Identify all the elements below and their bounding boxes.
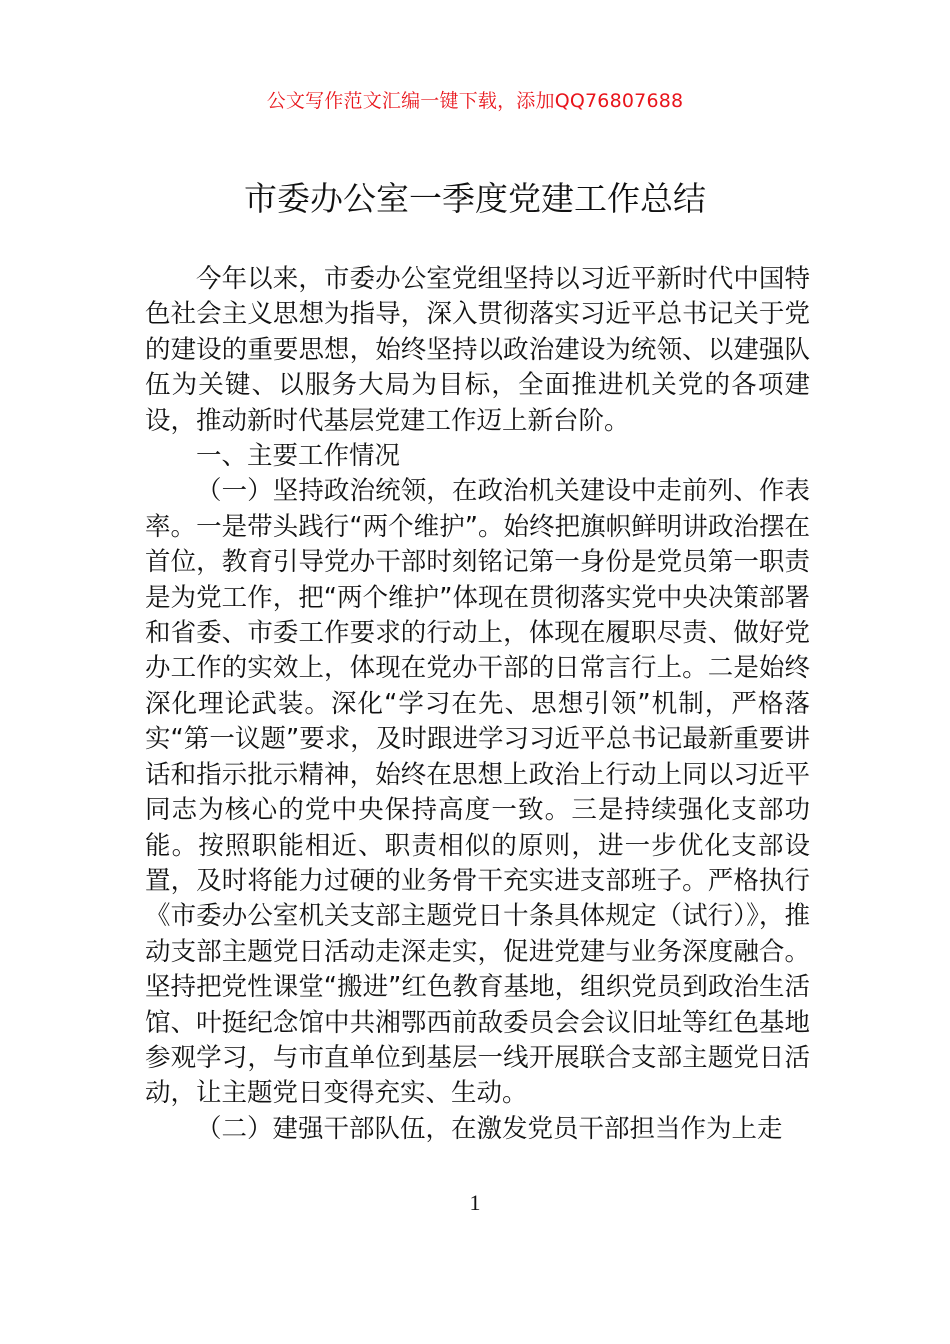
section-heading-main-work: 一、主要工作情况	[196, 441, 401, 472]
paragraph-intro: 今年以来，市委办公室党组坚持以习近平新时代中国特色社会主义思想为指导，深入贯彻落实习近平总书记关于党的建设的重要思想，始终坚持以政治建设为统领、以建强队伍为关键、以服务大局为目标，全面推进机关党的各项建设，推动新时代基层党建工作迈上新台阶。	[145, 264, 810, 436]
download-notice: 公文写作范文汇编一键下载，添加QQ76807688	[266, 90, 684, 112]
document-title: 市委办公室一季度党建工作总结	[244, 179, 706, 218]
page-number: 1	[469, 1190, 481, 1215]
document-body	[145, 262, 810, 1147]
paragraph-political-leadership: （一）坚持政治统领，在政治机关建设中走前列、作表率。一是带头践行“两个维护”。始终把旗帜鲜明讲政治摆在首位，教育引导党办干部时刻铭记第一身份是党员第一职责是为党工作，把“两个维护”体现在贯彻落实党中央决策部署和省委、市委工作要求的行动上，体现在履职尽责、做好党办工作的实效上，体现在党办干部的日常言行上。二是始终深化理论武装。深化“学习在先、思想引领”机制，严格落实“第一议题”要求，及时跟进学习习近平总书记最新重要讲话和指示批示精神，始终在思想上政治上行动上同以习近平同志为核心的党中央保持高度一致。三是持续强化支部功能。按照职能相近、职责相似的原则，进一步优化支部设置，及时将能力过硬的业务骨干充实进支部班子。严格执行《市委办公室机关支部主题党日十条具体规定（试行）》，推动支部主题党日活动走深走实，促进党建与业务深度融合。坚持把党性课堂“搬进”红色教育基地，组织党员到政治生活馆、叶挺纪念馆中共湘鄂西前敌委员会会议旧址等红色基地参观学习，与市直单位到基层一线开展联合支部主题党日活动，让主题党日变得充实、生动。	[145, 476, 810, 1109]
paragraph-cadre-team: （二）建强干部队伍，在激发党员干部担当作为上走	[196, 1113, 783, 1144]
